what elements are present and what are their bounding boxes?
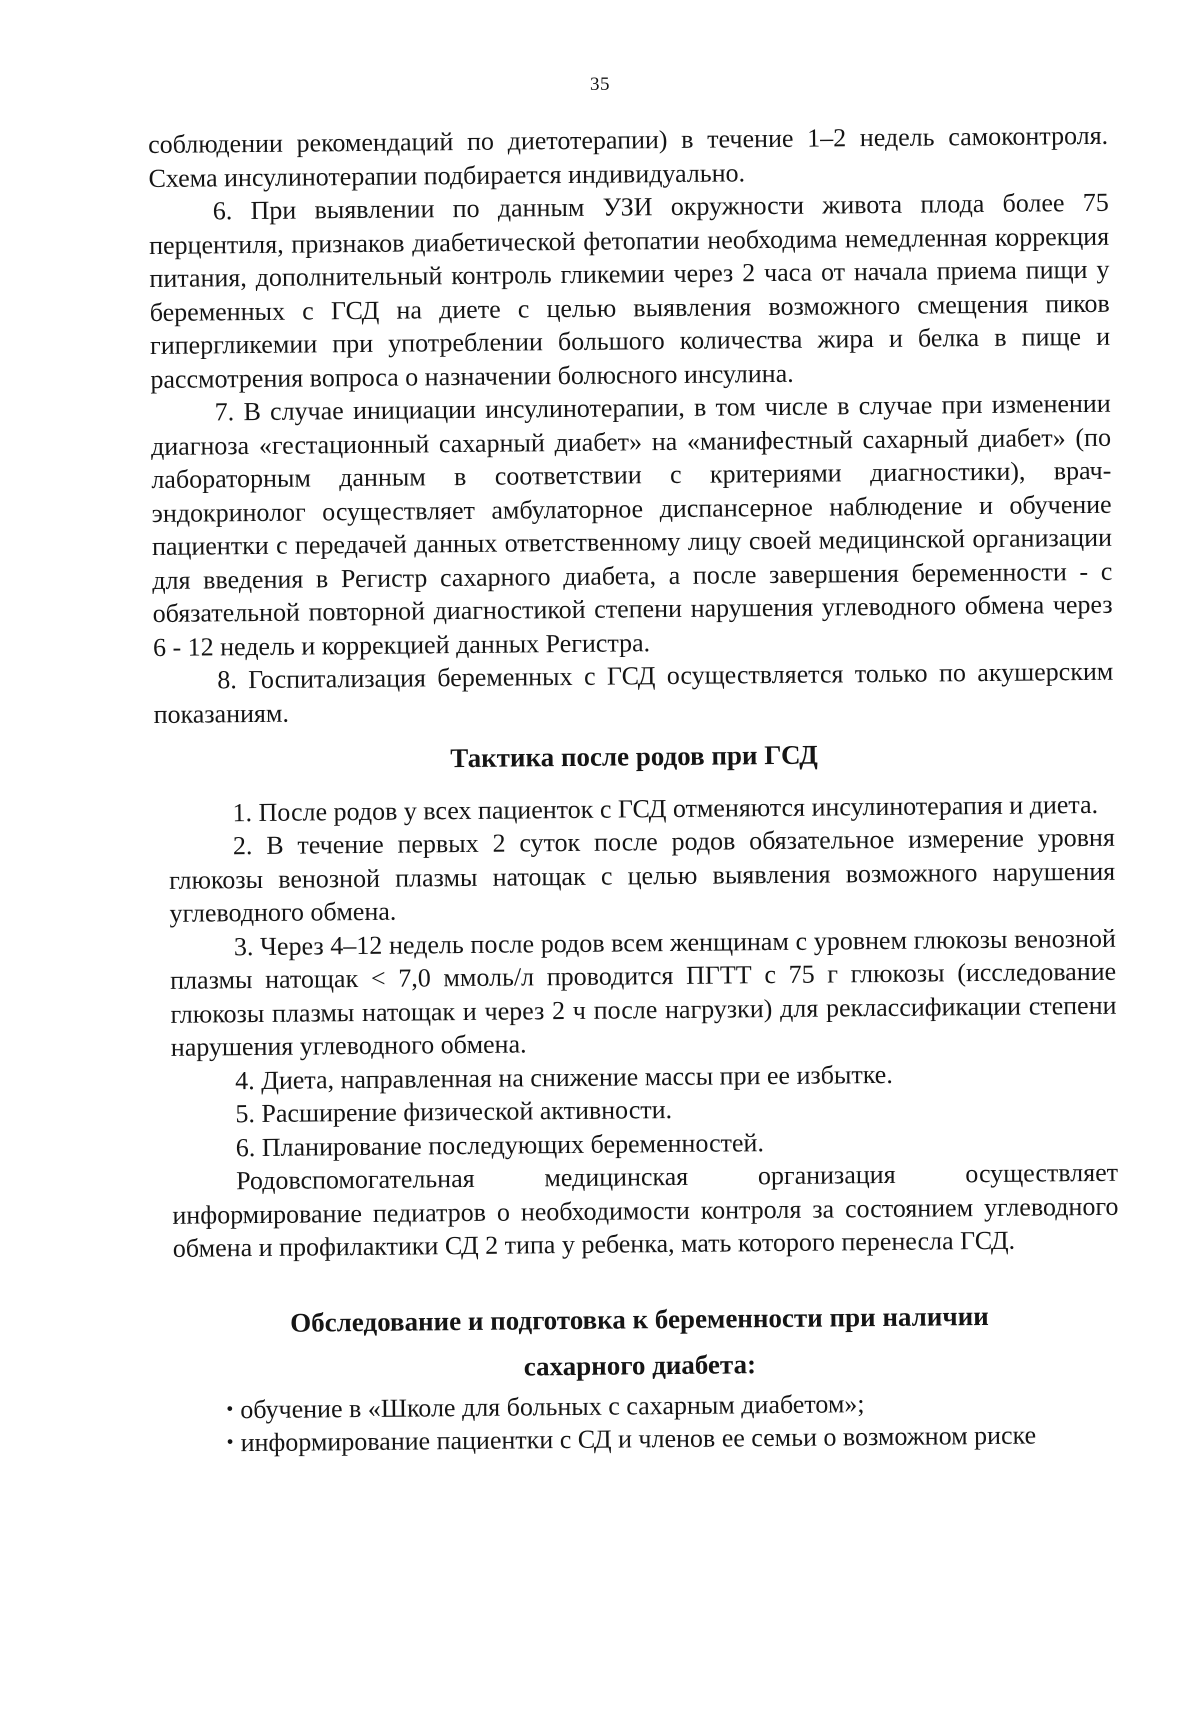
paragraph-continuation: соблюдении рекомендаций по диетотерапии) в течение 1–2 недель самоконтроля. Схема инсулинотерапии подбирается индивидуально.: [148, 120, 1109, 193]
bullet-icon: •: [226, 1397, 234, 1420]
section-heading-preparation-line-1: Обследование и подготовка к беременности при наличии: [290, 1300, 989, 1338]
preparation-bullet-list: [160, 1384, 1121, 1460]
paragraph-item-7: 7. В случае инициации инсулинотерапии, в том числе в случае при изменении диагноза «гестационный сахарный диабет» на «манифестный сахарный диабет» (по лабораторным данным в соответствии с критериями диагностики), врач-эндокринолог осуществляет амбулаторное диспансерное наблюдение и обучение пациентки с передачей данных ответственному лицу своей медицинской организации для введения в Регистр сахарного диабета, а после завершения беременности - с обязательной повторной диагностикой степени нарушения углеводного обмена через 6 - 12 недель и коррекцией данных Регистра.: [150, 388, 1113, 662]
postpartum-item-2: 2. В течение первых 2 суток после родов обязательное измерение уровня глюкозы венозной плазмы натощак с целью выявления возможного нарушения углеводного обмена.: [169, 822, 1116, 928]
section-heading-postpartum: Тактика после родов при ГСД: [450, 739, 818, 774]
section-heading-preparation: [159, 1294, 1120, 1389]
postpartum-item-1: 1. После родов у всех пациенток с ГСД отменяются инсулинотерапия и диета.: [232, 789, 1099, 827]
postpartum-item-4: 4. Диета, направленная на снижение массы при ее избытке.: [235, 1059, 893, 1095]
postpartum-note-paragraph: Родовспомогательная медицинская организация осуществляет информирование педиатров о необходимости контроля за состоянием углеводного обмена и профилактики СД 2 типа у ребенка, мать которого перенесла ГСД.: [172, 1157, 1119, 1263]
bullet-icon: •: [226, 1431, 234, 1454]
page-number: 35: [590, 74, 610, 95]
list-item-text: информирование пациентки с СД и членов ее семьи о возможном риске: [240, 1420, 1037, 1458]
postpartum-item-6: 6. Планирование последующих беременностей.: [235, 1127, 765, 1162]
paragraph-item-6: 6. При выявлении по данным УЗИ окружности живота плода более 75 перцентиля, признаков диабетической фетопатии необходима немедленная коррекция питания, дополнительный контроль гликемии через 2 часа от начала приема пищи у беременных с ГСД на диете с целью выявления возможного смещения пиков гипергликемии при употреблении большого количества жира и белка в пище и рассмотрения вопроса о назначении болюсного инсулина.: [148, 187, 1111, 394]
section-heading-preparation-line-2: сахарного диабета:: [523, 1348, 757, 1381]
list-item-text: обучение в «Школе для больных с сахарным диабетом»;: [240, 1388, 865, 1424]
paragraph-item-8: 8. Госпитализация беременных с ГСД осуществляется только по акушерским показаниям.: [153, 656, 1114, 729]
postpartum-item-5: 5. Расширение физической активности.: [235, 1095, 673, 1129]
list-item: [226, 1418, 1120, 1460]
document-body: [148, 119, 1121, 1461]
postpartum-item-3: 3. Через 4–12 недель после родов всем женщинам с уровнем глюкозы венозной плазмы натощак < 7,0 ммоль/л проводится ПГТТ с 75 г глюкозы (исследование глюкозы плазмы натощак и через 2 ч после нагрузки) для реклассификации степени нарушения углеводного обмена.: [170, 923, 1117, 1062]
